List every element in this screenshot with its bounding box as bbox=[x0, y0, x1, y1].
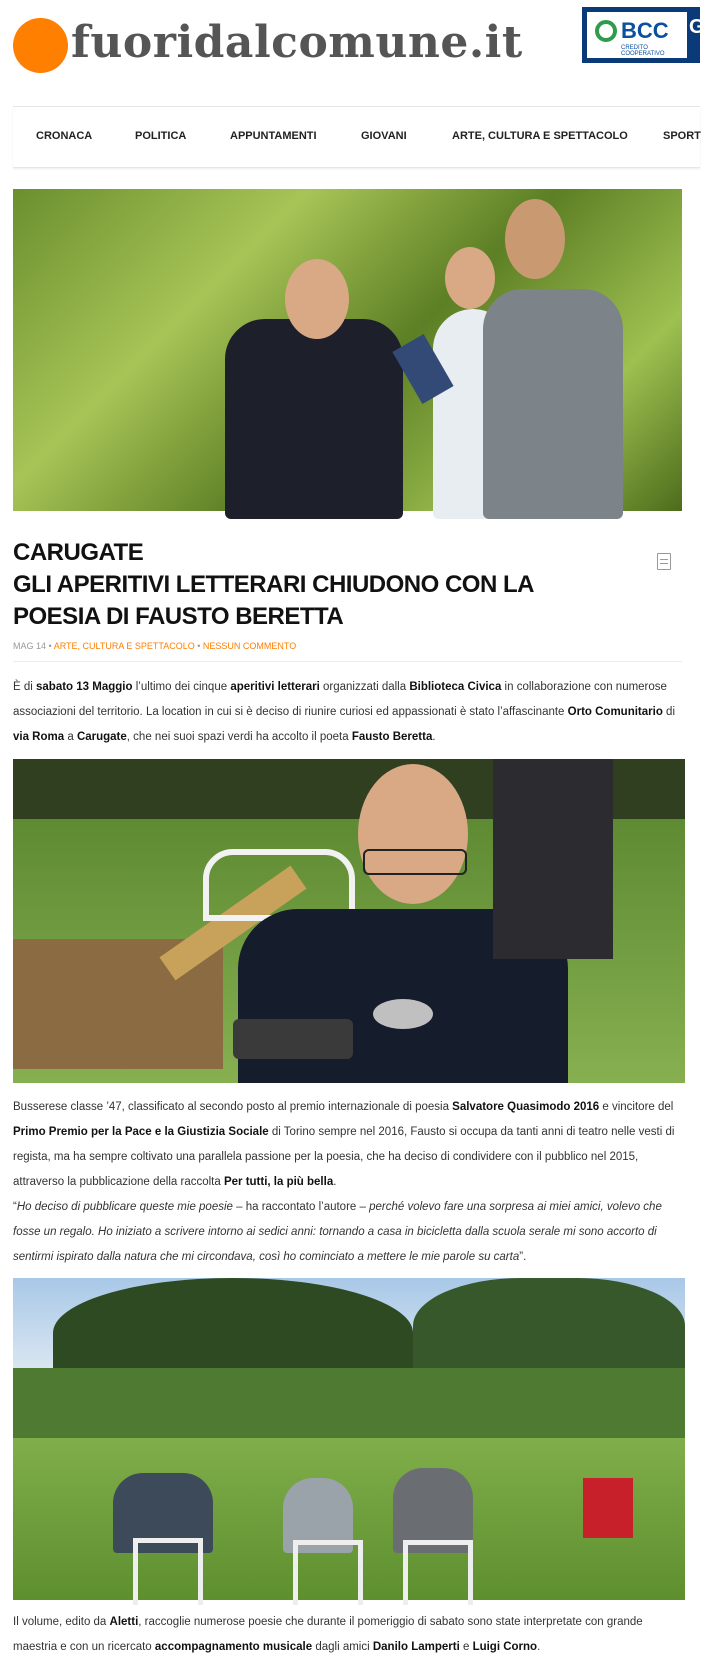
text-run: – ha raccontato l’autore – bbox=[232, 1201, 370, 1213]
photo-chair bbox=[133, 1538, 203, 1605]
bold-text: sabato 13 Maggio bbox=[36, 681, 133, 693]
bold-text: Luigi Corno bbox=[472, 1641, 538, 1653]
article-photo-2 bbox=[13, 759, 685, 1083]
ad-inner bbox=[587, 12, 687, 58]
main-nav bbox=[13, 106, 700, 168]
document-icon bbox=[657, 553, 671, 570]
bold-text: Primo Premio per la Pace e la Giustizia Sociale bbox=[13, 1126, 269, 1138]
nav-item-arte[interactable]: ARTE, CULTURA E SPETTACOLO bbox=[452, 130, 628, 142]
article-title bbox=[13, 537, 613, 633]
meta-category-link[interactable]: ARTE, CULTURA E SPETTACOLO bbox=[53, 641, 195, 651]
site-logo[interactable]: fuoridalcomune.it bbox=[71, 17, 523, 68]
text-run: Il volume, edito da bbox=[13, 1616, 110, 1628]
photo-chair bbox=[403, 1540, 473, 1605]
text-run: a bbox=[64, 731, 77, 743]
photo-standing-person bbox=[493, 759, 613, 959]
meta-date: MAG 14 bbox=[13, 641, 47, 651]
text-run: ”. bbox=[519, 1251, 527, 1263]
photo-hedge bbox=[13, 1368, 685, 1438]
italic-text: perché volevo fare una sorpresa ai miei amici, volevo che fosse un regalo. Ho iniziato a scrivere intorno ai sedici anni: tornando a casa in bicicletta dalla scuola serale mi sono accorto di sentirmi ispirato dalla natura che mi circondava, così ho cominciato a mettere le mie parole su carta bbox=[13, 1201, 662, 1263]
photo-head bbox=[445, 247, 495, 309]
bold-text: via Roma bbox=[13, 731, 65, 743]
nav-item-giovani[interactable]: GIOVANI bbox=[361, 130, 407, 142]
bold-text: Fausto Beretta bbox=[351, 731, 433, 743]
photo-chair bbox=[293, 1540, 363, 1605]
photo-audience bbox=[583, 1478, 633, 1538]
bold-text: Orto Comunitario bbox=[567, 706, 663, 718]
text-run: “ bbox=[13, 1201, 17, 1213]
title-line: CARUGATE bbox=[13, 539, 144, 566]
text-run: di Torino sempre nel 2016, Fausto si occupa da tanti anni di teatro nelle vesti di regista, ma ha sempre coltivato una parallela passione per la poesia, che ha deciso di condividere con il pubblico nel 2015, attraverso la pubblicazione della raccolta bbox=[13, 1126, 675, 1188]
bcc-logo-icon bbox=[595, 20, 617, 42]
text-run: È di bbox=[13, 681, 37, 693]
logo-circle-icon[interactable] bbox=[13, 18, 68, 73]
article-paragraph-3 bbox=[13, 1195, 687, 1270]
ad-banner[interactable] bbox=[582, 7, 705, 63]
photo-poet-head bbox=[358, 764, 468, 904]
italic-text: Ho deciso di pubblicare queste mie poesie bbox=[16, 1201, 233, 1213]
bold-text: Per tutti, la più bella bbox=[223, 1176, 334, 1188]
meta-separator: • bbox=[197, 641, 201, 651]
text-run: e bbox=[459, 1641, 473, 1653]
photo-bike-seat bbox=[233, 1019, 353, 1059]
photo-glasses bbox=[363, 849, 467, 875]
photo-person-man bbox=[483, 289, 623, 519]
site-header bbox=[0, 0, 705, 96]
photo-head bbox=[505, 199, 565, 279]
text-run: , raccoglie numerose poesie che durante il pomeriggio di sabato sono state interpretate con grande maestria e con un ricercato bbox=[13, 1616, 643, 1653]
article-photo-3 bbox=[13, 1278, 685, 1600]
bold-text: accompagnamento musicale bbox=[154, 1641, 313, 1653]
bold-text: Biblioteca Civica bbox=[409, 681, 502, 693]
text-run: l’ultimo dei cinque bbox=[132, 681, 231, 693]
text-run: dagli amici bbox=[312, 1641, 373, 1653]
divider bbox=[13, 661, 682, 662]
bold-text: Carugate bbox=[76, 731, 127, 743]
article-paragraph-4 bbox=[13, 1610, 687, 1660]
nav-item-sport[interactable]: SPORT bbox=[663, 130, 701, 142]
text-run: Busserese classe ’47, classificato al secondo posto al premio internazionale di poesia bbox=[13, 1101, 453, 1113]
ad-subtitle: CREDITO COOPERATIVO bbox=[621, 45, 665, 57]
photo-person-speaker bbox=[225, 319, 403, 519]
meta-separator: • bbox=[48, 641, 52, 651]
article-paragraph-2 bbox=[13, 1095, 687, 1195]
nav-item-cronaca[interactable]: CRONACA bbox=[36, 130, 93, 142]
article-meta bbox=[13, 641, 296, 651]
bold-text: Aletti bbox=[109, 1616, 139, 1628]
photo-head bbox=[285, 259, 349, 339]
text-run: di bbox=[662, 706, 676, 718]
nav-item-appuntamenti[interactable]: APPUNTAMENTI bbox=[230, 130, 317, 142]
title-line: GLI APERITIVI LETTERARI CHIUDONO CON LA bbox=[13, 571, 534, 598]
text-run: organizzati dalla bbox=[319, 681, 410, 693]
nav-item-politica[interactable]: POLITICA bbox=[135, 130, 187, 142]
text-run: . bbox=[333, 1176, 337, 1188]
title-line: POESIA DI FAUSTO BERETTA bbox=[13, 603, 344, 630]
photo-bike-light bbox=[373, 999, 433, 1029]
bold-text: aperitivi letterari bbox=[230, 681, 320, 693]
meta-comments-link[interactable]: NESSUN COMMENTO bbox=[202, 641, 297, 651]
text-run: . bbox=[537, 1641, 541, 1653]
ad-brand: BCC bbox=[621, 18, 669, 43]
text-run: , che nei suoi spazi verdi ha accolto il poeta bbox=[126, 731, 352, 743]
bold-text: Danilo Lamperti bbox=[372, 1641, 460, 1653]
text-run: in collaborazione con numerose associazioni del territorio. La location in cui si è deciso di riunire curiosi ed appassionati è stato l’affascinante bbox=[13, 681, 667, 718]
hero-photo bbox=[13, 189, 682, 511]
bold-text: Salvatore Quasimodo 2016 bbox=[452, 1101, 600, 1113]
article-paragraph-1 bbox=[13, 675, 687, 750]
ad-extra-text: G bbox=[689, 16, 705, 38]
text-run: e vincitore del bbox=[599, 1101, 674, 1113]
text-run: . bbox=[432, 731, 436, 743]
